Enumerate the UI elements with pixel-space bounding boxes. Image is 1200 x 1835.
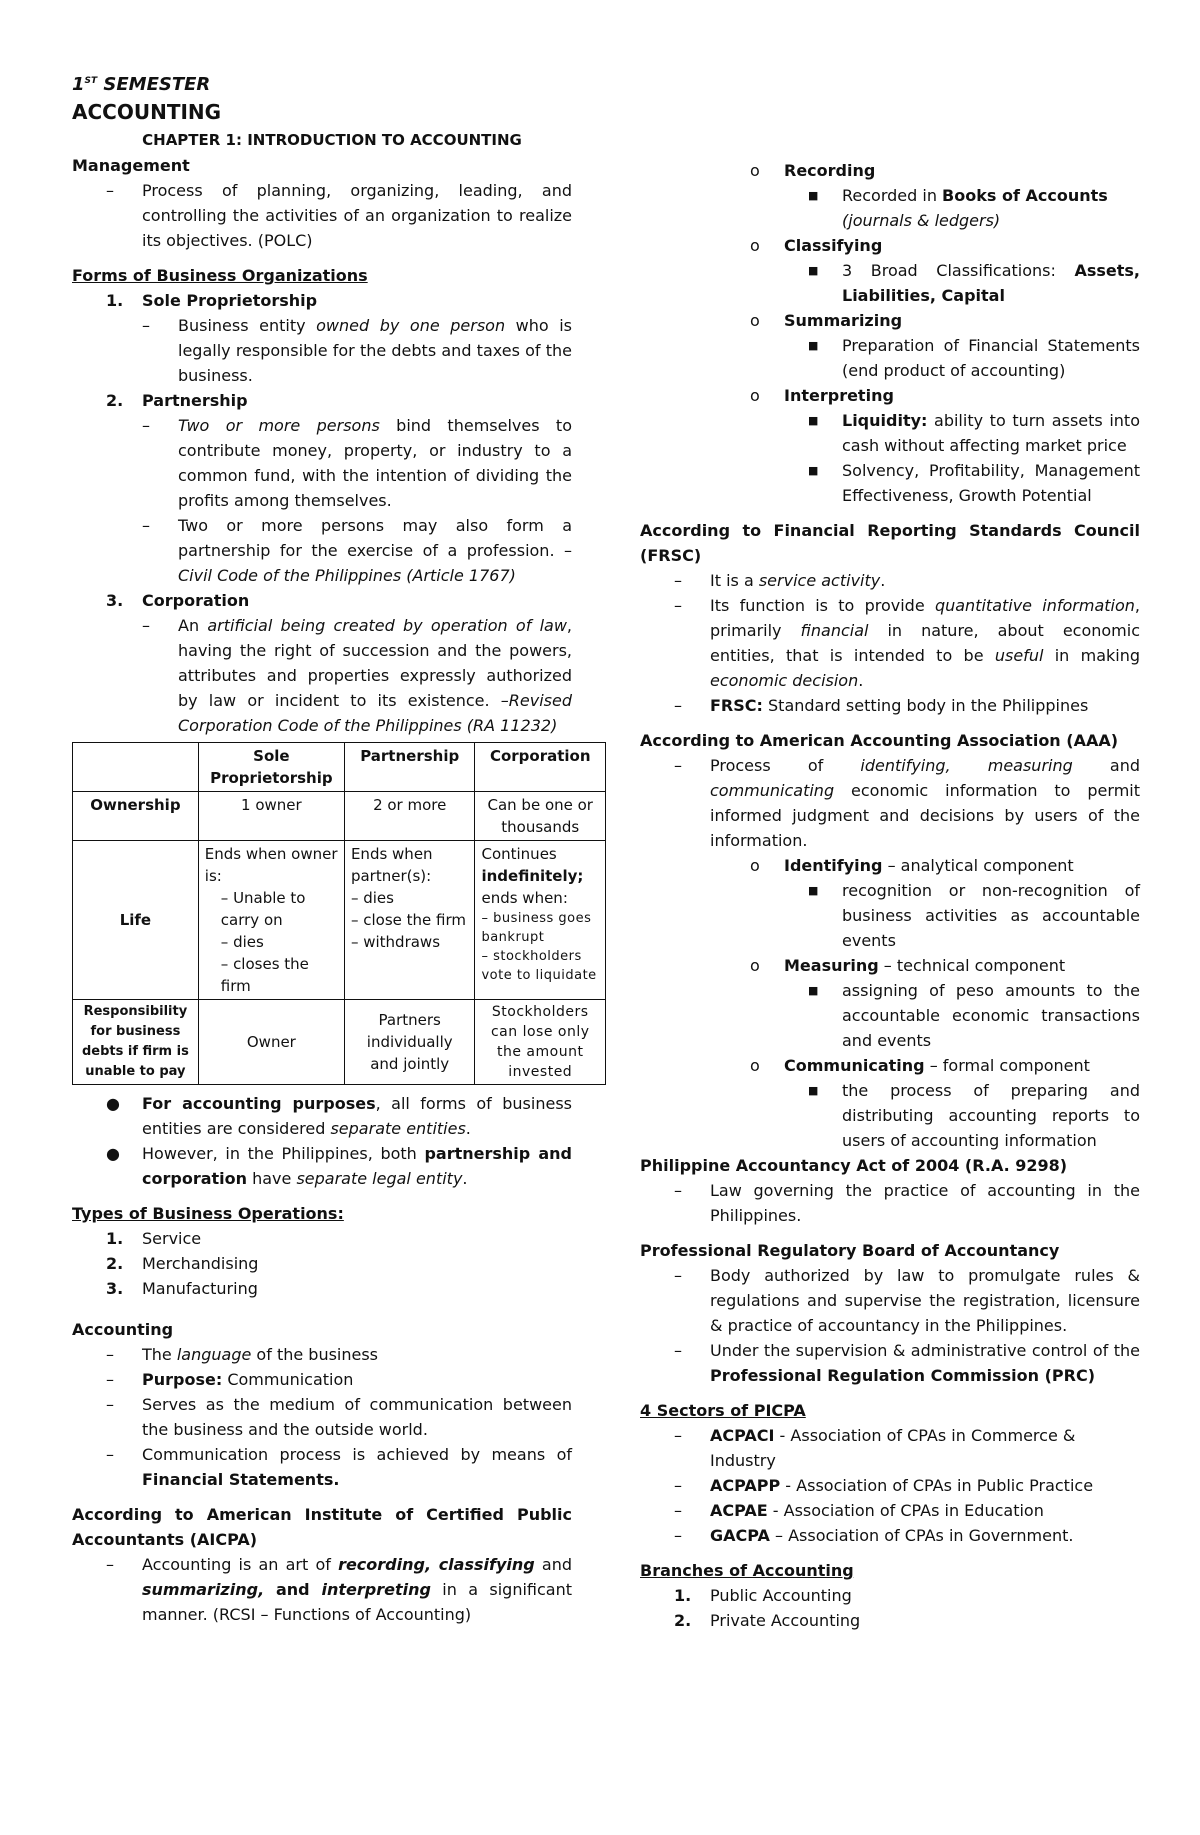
list-item: 1. Public Accounting [674, 1586, 852, 1605]
rcsi-recording-sub: ■ Recorded in Books of Accounts (journals & ledgers) [808, 186, 1108, 230]
cell-life-partnership: Ends when partner(s): – dies – close the firm – withdraws [344, 841, 475, 1000]
accounting-item: – The language of the business [106, 1345, 379, 1364]
form-partnership-desc-2: – Two or more persons may also form a partnership for the exercise of a profession. – Civil Code of the Philippines (Article 1767) [142, 516, 572, 585]
table-header-row [73, 743, 606, 792]
form-partnership-title: 2. Partnership [106, 391, 248, 410]
list-item: 1. Service [106, 1229, 202, 1248]
rcsi-interpreting-sub-1: ■ Liquidity: ability to turn assets into cash without affecting market price [808, 411, 1140, 455]
row-label-life: Life [73, 841, 199, 1000]
right-column [640, 158, 1140, 1633]
semester-title: 1ST SEMESTER [72, 74, 211, 95]
aaa-identifying-sub: ■ recognition or non-recognition of business activities as accountable events [808, 881, 1140, 950]
aicpa-heading: According to American Institute of Certified Public Accountants (AICPA) [72, 1505, 572, 1549]
form-corporation-title: 3. Corporation [106, 591, 250, 610]
comparison-table [72, 742, 606, 1085]
form-partnership-desc-1: – Two or more persons bind themselves to contribute money, property, or industry to a common fund, with the intention of dividing the profits among themselves. [142, 416, 572, 510]
cell-ownership-corporation: Can be one or thousands [475, 792, 606, 841]
table-row-life [73, 841, 606, 1000]
table-header-partnership: Partnership [344, 743, 475, 792]
rcsi-recording: o Recording [750, 161, 876, 180]
aaa-measuring-sub: ■ assigning of peso amounts to the accountable economic transactions and events [808, 981, 1140, 1050]
chapter-title: CHAPTER 1: INTRODUCTION TO ACCOUNTING [142, 131, 522, 149]
cell-ownership-partnership: 2 or more [344, 792, 475, 841]
rcsi-classifying: o Classifying [750, 236, 883, 255]
table-header-sole: Sole Proprietorship [198, 743, 344, 792]
rcsi-summarizing-sub: ■ Preparation of Financial Statements (end product of accounting) [808, 336, 1140, 380]
cell-resp-corporation: Stockholders can lose only the amount invested [475, 1000, 606, 1085]
management-item: – Process of planning, organizing, leading, and controlling the activities of an organization to realize its objectives. (POLC) [106, 181, 572, 250]
rcsi-interpreting-sub-2: ■ Solvency, Profitability, Management Effectiveness, Growth Potential [808, 461, 1140, 505]
frsc-item: – Its function is to provide quantitative information, primarily financial in nature, about economic entities, that is intended to be useful in making economic decision. [674, 596, 1141, 690]
row-label-responsibility: Responsibility for business debts if firm is unable to pay [73, 1000, 199, 1085]
prba-item: – Body authorized by law to promulgate rules & regulations and supervise the registration, licensure & practice of accountancy in the Philippines. [674, 1266, 1140, 1335]
ra9298-item: – Law governing the practice of accounting in the Philippines. [674, 1181, 1140, 1225]
aaa-identifying: o Identifying – analytical component [750, 856, 1074, 875]
list-item: 3. Manufacturing [106, 1279, 258, 1298]
forms-heading: Forms of Business Organizations [72, 266, 368, 285]
row-label-ownership: Ownership [73, 792, 199, 841]
frsc-item: – FRSC: Standard setting body in the Philippines [674, 696, 1089, 715]
list-item: 2. Merchandising [106, 1254, 259, 1273]
table-row-responsibility [73, 1000, 606, 1085]
management-heading: Management [72, 156, 190, 175]
frsc-item: – It is a service activity. [674, 571, 886, 590]
form-sole-desc: – Business entity owned by one person who is legally responsible for the debts and taxes of the business. [142, 316, 573, 385]
accounting-item: – Communication process is achieved by means of Financial Statements. [106, 1445, 572, 1489]
accounting-item: – Purpose: Communication [106, 1370, 354, 1389]
table-header-blank [73, 743, 199, 792]
frsc-heading: According to Financial Reporting Standards Council (FRSC) [640, 521, 1140, 565]
cell-ownership-sole: 1 owner [198, 792, 344, 841]
note-item: ● For accounting purposes, all forms of business entities are considered separate entities. [106, 1094, 572, 1138]
subject-title: ACCOUNTING [72, 100, 222, 124]
list-item: 2. Private Accounting [674, 1611, 861, 1630]
branches-heading: Branches of Accounting [640, 1561, 854, 1580]
aaa-item: – Process of identifying, measuring and communicating economic information to permit informed judgment and decisions by users of the information. [674, 756, 1140, 850]
aaa-communicating: o Communicating – formal component [750, 1056, 1090, 1075]
cell-resp-partnership: Partners individually and jointly [344, 1000, 475, 1085]
accounting-heading: Accounting [72, 1320, 174, 1339]
rcsi-interpreting: o Interpreting [750, 386, 894, 405]
rcsi-summarizing: o Summarizing [750, 311, 903, 330]
list-item: – GACPA – Association of CPAs in Government. [674, 1526, 1074, 1545]
list-item: – ACPACI - Association of CPAs in Commerce & Industry [674, 1426, 1076, 1470]
prba-heading: Professional Regulatory Board of Accountancy [640, 1241, 1060, 1260]
list-item: – ACPAPP - Association of CPAs in Public Practice [674, 1476, 1094, 1495]
aaa-measuring: o Measuring – technical component [750, 956, 1066, 975]
form-corporation-desc: – An artificial being created by operation of law, having the right of succession and the powers, attributes and properties expressly authorized by law or incident to its existence. –Revised Corporation Code of the Philippines (RA 11232) [142, 616, 573, 735]
aicpa-item: – Accounting is an art of recording, classifying and summarizing, and interpreting in a significant manner. (RCSI – Functions of Accounting) [106, 1555, 573, 1624]
table-row-ownership [73, 792, 606, 841]
picpa-heading: 4 Sectors of PICPA [640, 1401, 806, 1420]
aaa-heading: According to American Accounting Association (AAA) [640, 731, 1119, 750]
cell-life-corporation: Continues indefinitely; ends when: – business goes bankrupt – stockholders vote to liquidate [475, 841, 606, 1000]
list-item: – ACPAE - Association of CPAs in Education [674, 1501, 1044, 1520]
left-column [72, 68, 597, 1627]
cell-life-sole: Ends when owner is: – Unable to carry on – dies – closes the firm [198, 841, 344, 1000]
cell-resp-sole: Owner [198, 1000, 344, 1085]
aaa-communicating-sub: ■ the process of preparing and distributing accounting reports to users of accounting information [808, 1081, 1140, 1150]
note-item: ● However, in the Philippines, both partnership and corporation have separate legal entity. [106, 1144, 572, 1188]
ra9298-heading: Philippine Accountancy Act of 2004 (R.A. 9298) [640, 1156, 1068, 1175]
accounting-item: – Serves as the medium of communication between the business and the outside world. [106, 1395, 572, 1439]
types-heading: Types of Business Operations: [72, 1204, 344, 1223]
table-header-corporation: Corporation [475, 743, 606, 792]
form-sole-title: 1. Sole Proprietorship [106, 291, 318, 310]
prba-item: – Under the supervision & administrative control of the Professional Regulation Commission (PRC) [674, 1341, 1140, 1385]
rcsi-classifying-sub: ■ 3 Broad Classifications: Assets, Liabilities, Capital [808, 261, 1140, 305]
